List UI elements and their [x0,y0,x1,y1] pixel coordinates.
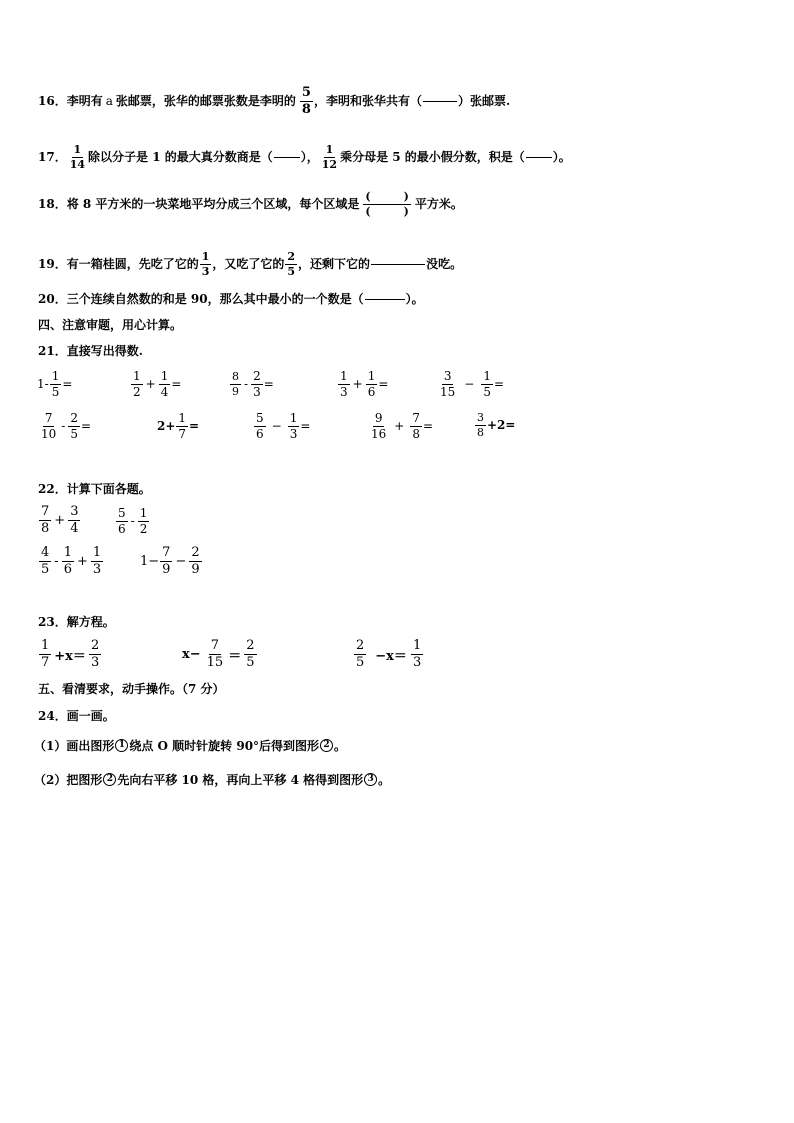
numerator: 7 [162,545,171,560]
circled-number: 1 [115,739,128,752]
q24-part1 [34,739,346,752]
operator: - [61,419,66,434]
numerator: 7 [44,411,53,425]
numerator: 4 [41,545,50,560]
numerator: 2 [287,250,296,263]
equals: = [300,419,311,434]
prefix: 2+ [157,419,176,434]
section-title: 四、注意审题，用心计算。 [38,318,183,332]
section-heading [38,683,225,695]
variable: a [105,94,113,109]
instruction-text: （1）画出图形 [34,738,115,753]
q23-e1 [38,639,102,669]
equals: = [171,377,182,392]
operator: - [244,377,249,392]
fraction [62,546,74,576]
prefix: 1- [37,377,49,392]
question-text: 三个连续自然数的和是 90，那么其中最小的一个数是（ [66,292,364,306]
denominator: 7 [41,654,50,670]
denominator: 5 [287,264,296,278]
operator: +2= [487,418,516,433]
numerator: 3 [443,369,452,383]
numerator: 5 [301,85,311,100]
fraction [138,507,150,535]
denominator: 3 [92,561,102,577]
section-title: 五、看清要求，动手操作。（7 分） [38,682,225,696]
q23-e3 [353,639,424,669]
fraction [244,639,256,669]
numerator: 2 [253,369,261,383]
fraction [438,370,457,398]
fraction [200,251,212,277]
operator: - [54,553,59,569]
fraction [89,639,101,669]
numerator: 1 [160,369,169,383]
fraction [176,412,188,440]
fraction [300,86,313,116]
numerator: 1 [483,369,491,383]
numerator: 3 [477,411,484,424]
fraction [116,507,128,535]
q21-r2-e2 [157,412,199,440]
numerator: 5 [256,411,264,425]
fraction [39,546,51,576]
question-text: 将 8 平方米的一块菜地平均分成三个区域，每个区域是 [66,197,360,212]
denominator: 4 [70,520,79,536]
question-16 [38,86,510,116]
q21-r1-e1 [37,370,72,398]
question-text: ）张邮票. [457,94,511,109]
question-title: 21．直接写出得数. [38,344,143,358]
numerator: 1 [289,411,298,425]
fraction [131,370,143,398]
fraction [366,370,378,398]
operator: + [54,512,66,528]
denominator: 4 [160,384,169,399]
fraction [411,639,423,669]
operator: − [271,419,282,434]
fraction [285,251,297,277]
question-24-title [38,710,115,722]
question-number: 19． [38,257,67,272]
denominator: 9 [191,561,200,577]
fraction [159,370,171,398]
q21-r2-e5 [474,412,515,438]
question-text: 没吃。 [426,257,463,272]
numerator: 2 [90,638,100,653]
q24-part2 [34,773,390,786]
fraction [475,412,486,438]
numerator: 2 [246,638,255,653]
question-text: ，还剩下它的 [298,257,371,272]
answer-blank[interactable] [526,156,552,158]
equals: = [62,377,73,392]
operator: − [175,553,187,569]
question-title: 23．解方程。 [38,615,115,629]
numerator: 8 [232,370,239,384]
fraction [338,370,350,398]
q21-r2-e1 [38,412,91,440]
q21-r1-e2 [130,370,181,398]
fraction [230,371,241,397]
denominator-blank: ( ) [365,204,409,218]
question-title: 22．计算下面各题。 [38,482,151,496]
denominator: 15 [440,384,456,399]
q21-r1-e4 [337,370,388,398]
question-number: 16． [38,94,67,109]
fraction [39,639,51,669]
denominator: 6 [118,521,126,536]
denominator: 3 [253,384,261,399]
question-20 [38,293,424,305]
denominator: 6 [367,384,376,399]
denominator: 3 [289,426,298,441]
q21-r1-e5 [437,370,504,398]
answer-fraction-blank[interactable] [363,191,410,217]
q21-r2-e4 [368,412,433,440]
question-text: ，又吃了它的 [212,257,285,272]
fraction [91,546,103,576]
equation-middle: ＝ [228,648,242,664]
numerator: 7 [41,504,50,519]
operator: − [464,377,475,392]
q21-r2-e3 [253,412,310,440]
fraction [39,505,51,535]
equals: = [422,419,434,434]
denominator: 8 [412,426,420,441]
denominator: 6 [256,426,264,441]
question-text: ，李明和张华共有（ [313,94,422,109]
answer-blank[interactable] [371,263,425,265]
question-17 [38,144,571,170]
denominator: 3 [340,384,348,399]
fraction [251,370,263,398]
denominator: 2 [139,521,148,536]
numerator: 1 [92,545,102,560]
question-text: 平方米。 [414,197,463,212]
numerator: 1 [201,250,210,263]
prefix: 1− [140,553,160,569]
question-text: 张邮票，张华的邮票张数是李明的 [115,94,296,109]
denominator: 5 [41,561,50,577]
circled-number: 3 [364,773,377,786]
denominator: 9 [162,561,171,577]
numerator: 5 [118,506,126,520]
operator: + [76,553,88,569]
denominator: 3 [90,654,100,670]
circled-number: 2 [320,739,333,752]
numerator: 1 [73,143,82,156]
numerator: 1 [178,411,187,425]
numerator: 7 [412,411,420,425]
numerator: 1 [51,369,60,383]
numerator: 1 [367,369,376,383]
instruction-text: 先向右平移 10 格，再向上平移 4 格得到图形 [117,772,364,787]
denominator: 2 [133,384,141,399]
numerator: 1 [133,369,141,383]
prefix: x− [182,646,201,662]
question-number: 17． [38,150,67,165]
question-text: 有一箱桂圆，先吃了它的 [66,257,199,272]
fraction [254,412,266,440]
numerator: 1 [412,638,422,653]
answer-blank[interactable] [274,156,300,158]
fraction [68,505,80,535]
fraction [369,412,388,440]
denominator: 14 [69,157,86,171]
q21-r1-e3 [229,370,274,398]
question-text: ）。 [405,292,424,306]
equation-middle: +x＝ [54,648,86,664]
denominator: 3 [201,264,210,278]
denominator: 8 [41,520,50,536]
denominator: 15 [206,654,224,670]
fraction [189,546,201,576]
fraction [160,546,172,576]
question-text: ）， [300,150,319,165]
q22-e2 [115,507,150,535]
operator: + [145,377,156,392]
denominator: 5 [70,426,78,441]
q22-e1 [38,505,81,535]
denominator: 8 [301,101,311,117]
question-text: 乘分母是 5 的最小假分数，积是（ [340,150,525,165]
numerator-blank: ( ) [365,190,409,203]
denominator: 5 [246,654,255,670]
denominator: 16 [371,426,387,441]
operator: - [130,514,135,529]
numerator: 2 [70,411,78,425]
q22-e3 [38,546,104,576]
equation-middle: −x＝ [375,648,407,664]
q22-e4 [140,546,203,576]
question-text: 李明有 [66,94,103,109]
question-19 [38,251,462,277]
numerator: 9 [374,411,383,425]
numerator: 2 [191,545,200,560]
question-title: 24．画一画。 [38,709,115,723]
fraction [39,412,58,440]
question-number: 20． [38,292,67,306]
fraction [481,370,493,398]
denominator: 8 [477,425,484,439]
equals: = [493,377,505,392]
section-heading [38,319,182,331]
numerator: 1 [41,638,50,653]
question-22-title [38,483,151,495]
numerator: 1 [340,369,348,383]
fraction [410,412,422,440]
fraction [354,639,366,669]
fraction [320,144,339,170]
denominator: 6 [63,561,72,577]
question-21-title [38,345,143,357]
question-text: 除以分子是 1 的最大真分数商是（ [88,150,273,165]
answer-blank[interactable] [365,298,405,300]
fraction [205,639,226,669]
numerator: 1 [325,143,334,156]
answer-blank[interactable] [423,100,457,102]
denominator: 12 [321,157,338,171]
question-18 [38,191,463,217]
instruction-text: 。 [378,772,391,787]
fraction [68,412,80,440]
equals: = [80,419,92,434]
question-text: ）。 [552,150,571,165]
equals: = [378,377,389,392]
operator: + [352,377,363,392]
instruction-text: 绕点 O 顺时针旋转 90°后得到图形 [129,738,320,753]
numerator: 7 [210,638,220,653]
circled-number: 2 [103,773,116,786]
numerator: 3 [70,504,79,519]
denominator: 5 [356,654,365,670]
operator: + [394,419,405,434]
instruction-text: 。 [334,738,347,753]
denominator: 3 [412,654,422,670]
equals: = [189,419,200,434]
numerator: 1 [139,506,148,520]
denominator: 5 [483,384,491,399]
fraction [288,412,300,440]
denominator: 7 [178,426,187,441]
instruction-text: （2）把图形 [34,772,103,787]
numerator: 2 [356,638,365,653]
denominator: 10 [41,426,57,441]
fraction [50,370,62,398]
question-23-title [38,616,115,628]
numerator: 1 [63,545,72,560]
denominator: 5 [51,384,60,399]
denominator: 9 [232,384,239,398]
fraction [68,144,87,170]
question-number: 18． [38,197,67,212]
equals: = [263,377,274,392]
q23-e2 [182,639,258,669]
